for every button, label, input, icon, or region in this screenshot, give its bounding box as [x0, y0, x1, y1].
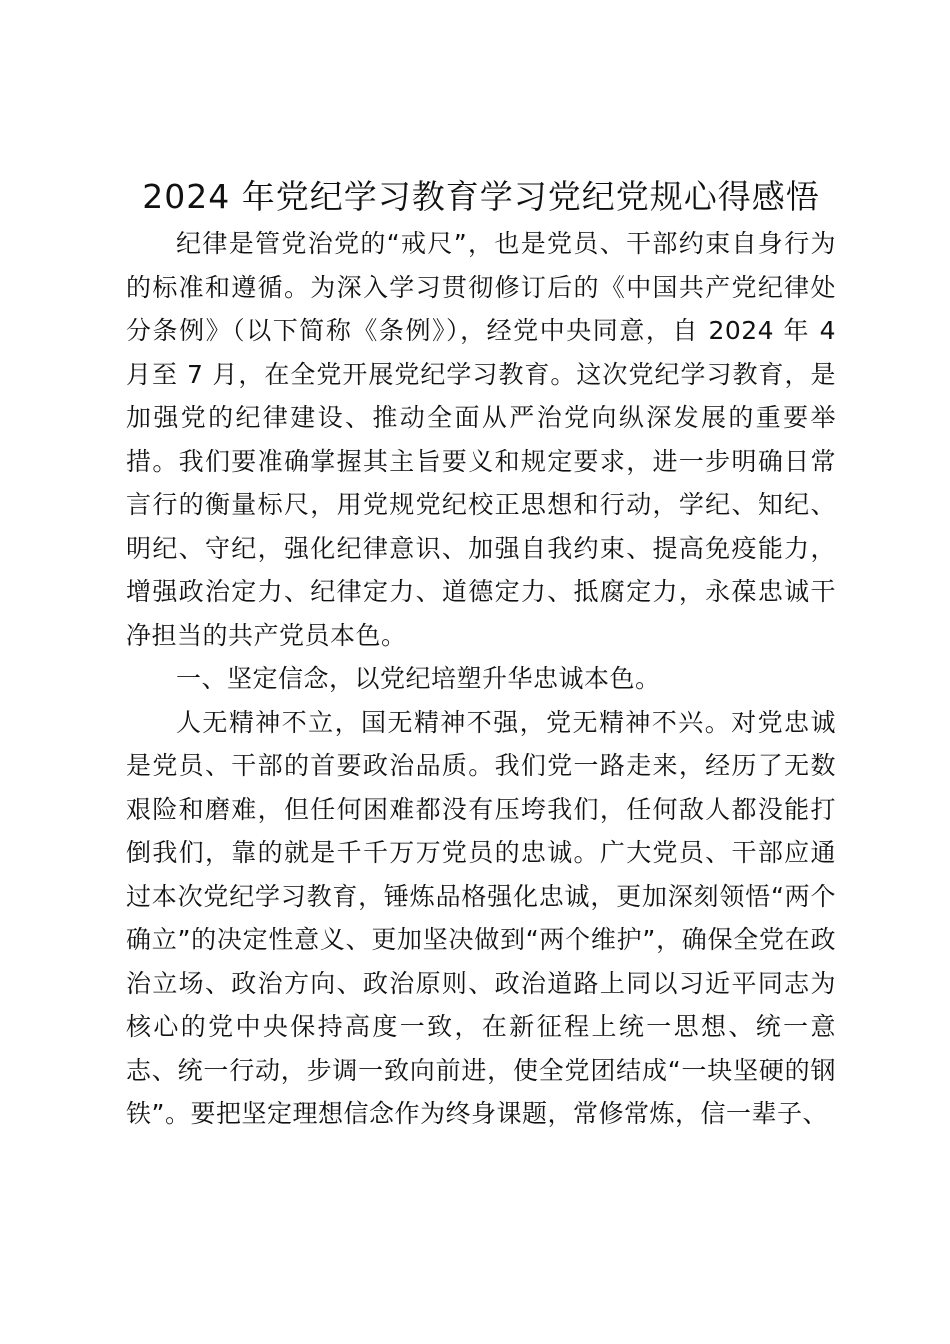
intro-paragraph: 纪律是管党治党的“戒尺”，也是党员、干部约束自身行为的标准和遵循。为深入学习贯彻修订后的《中国共产党纪律处分条例》（以下简称《条例》），经党中央同意，自 2024 年 4 月至 7 月，在全党开展党纪学习教育。这次党纪学习教育，是加强党的纪律建设、推动全面从严治党向纵深发展的重要举措。我们要准确掌握其主旨要义和规定要求，进一步明确日常言行的衡量标尺，用党规党纪校正思想和行动，学纪、知纪、明纪、守纪，强化纪律意识、加强自我约束、提高免疫能力，增强政治定力、纪律定力、道德定力、抵腐定力，永葆忠诚干净担当的共产党员本色。: [126, 229, 836, 650]
section-heading: 一、坚定信念，以党纪培塑升华忠诚本色。: [176, 664, 661, 693]
document-body: [126, 222, 836, 1136]
body-paragraph: 人无精神不立，国无精神不强，党无精神不兴。对党忠诚是党员、干部的首要政治品质。我们党一路走来，经历了无数艰险和磨难，但任何困难都没有压垮我们，任何敌人都没能打倒我们，靠的就是千千万万党员的忠诚。广大党员、干部应通过本次党纪学习教育，锤炼品格强化忠诚，更加深刻领悟“两个确立”的决定性意义、更加坚决做到“两个维护”，确保全党在政治立场、政治方向、政治原则、政治道路上同以习近平同志为核心的党中央保持高度一致，在新征程上统一思想、统一意志、统一行动，步调一致向前进，使全党团结成“一块坚硬的钢铁”。要把坚定理想信念作为终身课题，常修常炼，信一辈子、: [126, 707, 836, 1128]
document-title: 2024 年党纪学习教育学习党纪党规心得感悟: [142, 177, 820, 216]
